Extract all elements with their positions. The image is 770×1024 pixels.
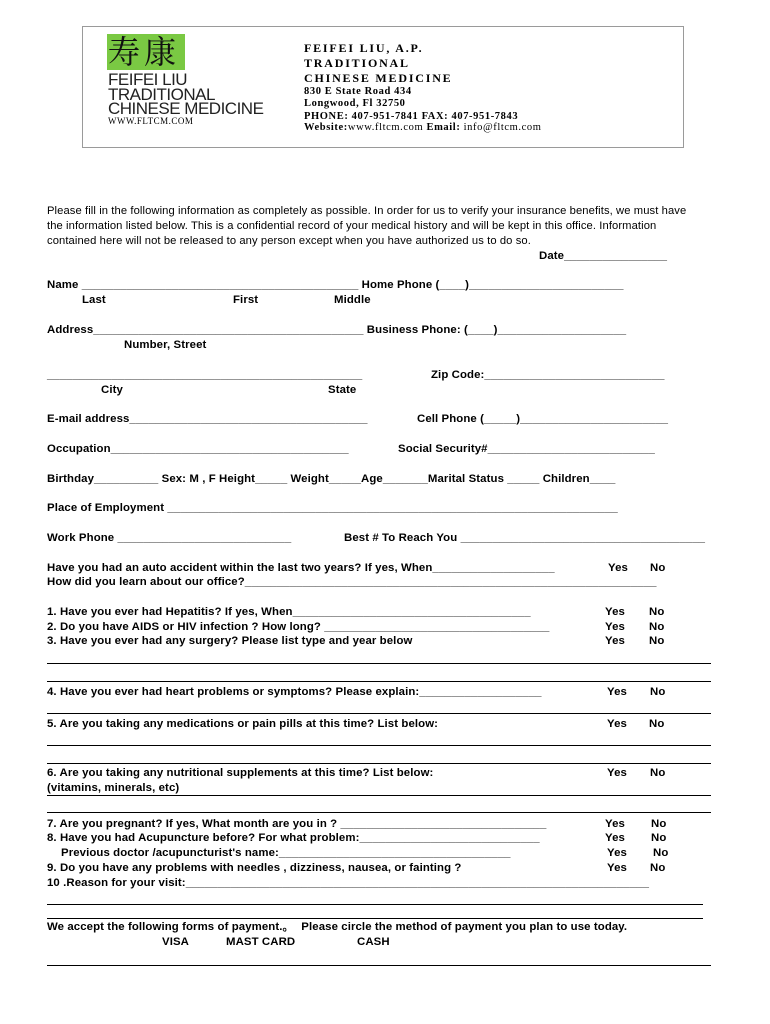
website-value: www.fltcm.com [347,122,424,133]
city-label: City [101,384,123,396]
question-6-sub: (vitamins, minerals, etc) [47,782,180,794]
q9-no[interactable]: No [650,862,666,874]
auto-yes[interactable]: Yes [608,562,628,574]
name-middle-label: Middle [334,294,371,306]
clinic-name-2: TRADITIONAL [304,56,410,70]
name-last-label: Last [82,294,106,306]
q1-no[interactable]: No [649,606,665,618]
email-value: info@fltcm.com [463,122,542,133]
answer-line[interactable] [47,812,711,813]
q7-no[interactable]: No [651,818,667,830]
question-8[interactable]: 8. Have you had Acupuncture before? For what problem:____________________________ [47,832,540,844]
logo-url: WWW.FLTCM.COM [108,116,194,126]
question-5: 5. Are you taking any medications or pain pills at this time? List below: [47,718,439,730]
best-reach-field[interactable]: Best # To Reach You ______________________________________ [344,532,706,544]
employment-field[interactable]: Place of Employment ______________________________________________________________________ [47,502,618,514]
q2-no[interactable]: No [649,621,665,633]
answer-line[interactable] [47,763,711,764]
email-field[interactable]: E-mail address_____________________________________ [47,413,368,425]
q5-no[interactable]: No [649,718,665,730]
question-7[interactable]: 7. Are you pregnant? If yes, What month are you in ? ________________________________ [47,818,547,830]
question-9: 9. Do you have any problems with needles , dizziness, nausea, or fainting ? [47,862,462,874]
q4-no[interactable]: No [650,686,666,698]
logo-line-2: TRADITIONAL [108,85,215,104]
clinic-address-2: Longwood, Fl 32750 [304,98,406,109]
clinic-phone: PHONE: 407-951-7841 FAX: 407-951-7843 [304,111,519,122]
q8-no[interactable]: No [651,832,667,844]
q4-yes[interactable]: Yes [607,686,627,698]
q2-yes[interactable]: Yes [605,621,625,633]
answer-line[interactable] [47,904,703,905]
q7-yes[interactable]: Yes [605,818,625,830]
payment-text-b: Please circle the method of payment you plan to use today. [301,921,628,933]
learn-office-question[interactable]: How did you learn about our office?________________________________________________________________ [47,576,657,588]
name-first-label: First [233,294,259,306]
q3-yes[interactable]: Yes [605,635,625,647]
q6-no[interactable]: No [650,767,666,779]
question-8-doctor[interactable]: Previous doctor /acupuncturist's name:____________________________________ [61,847,511,859]
auto-no[interactable]: No [650,562,666,574]
payment-cash[interactable]: CASH [357,936,390,948]
website-label: Website: [304,122,348,133]
answer-line[interactable] [47,713,711,714]
address-sub-label: Number, Street [124,339,207,351]
ssn-field[interactable]: Social Security#__________________________ [398,443,655,455]
zip-code-field[interactable]: Zip Code:____________________________ [431,369,665,381]
q5-yes[interactable]: Yes [607,718,627,730]
q8-doctor-no[interactable]: No [653,847,669,859]
q1-yes[interactable]: Yes [605,606,625,618]
answer-line[interactable] [47,745,711,746]
question-4[interactable]: 4. Have you ever had heart problems or symptoms? Please explain:___________________ [47,686,542,698]
clinic-web-email [304,122,542,134]
logo-line-3: CHINESE MEDICINE [108,99,264,118]
email-label: Email: [426,122,461,133]
answer-line[interactable] [47,663,711,664]
q8-yes[interactable]: Yes [605,832,625,844]
q6-yes[interactable]: Yes [607,767,627,779]
q3-no[interactable]: No [649,635,665,647]
question-6: 6. Are you taking any nutritional supplements at this time? List below: [47,767,434,779]
q9-yes[interactable]: Yes [607,862,627,874]
birthday-row[interactable]: Birthday__________ Sex: M , F Height_____ Weight_____Age_______Marital Status _____ Children____ [47,473,616,485]
address-business-phone-line[interactable]: Address__________________________________________ Business Phone: (____)____________________ [47,324,627,336]
question-2[interactable]: 2. Do you have AIDS or HIV infection ? How long? ___________________________________ [47,621,550,633]
auto-accident-question[interactable]: Have you had an auto accident within the last two years? If yes, When___________________ [47,562,555,574]
answer-line[interactable] [47,918,703,919]
state-label: State [328,384,357,396]
question-3: 3. Have you ever had any surgery? Please list type and year below [47,635,413,647]
payment-text [47,920,627,934]
answer-line[interactable] [47,795,711,796]
question-1[interactable]: 1. Have you ever had Hepatitis? If yes, When_____________________________________ [47,606,531,618]
occupation-field[interactable]: Occupation_____________________________________ [47,443,349,455]
q8-doctor-yes[interactable]: Yes [607,847,627,859]
clinic-name-3: CHINESE MEDICINE [304,71,453,85]
logo-glyphs: 寿康 [108,33,181,71]
cell-phone-field[interactable]: Cell Phone (_____)_______________________ [417,413,669,425]
clinic-name-1: FEIFEI LIU, A.P. [304,41,424,55]
work-phone-field[interactable]: Work Phone ___________________________ [47,532,292,544]
city-state-line[interactable]: _________________________________________________ [47,369,363,381]
intro-paragraph: Please fill in the following information as completely as possible. In order for us to verify your insurance benefits, we must have the information listed below. This is a confidential record of your medical history and will be kept in this office. Information contained here will not be released to any person except when you have authorized us to do so. [47,205,687,247]
answer-line[interactable] [47,965,711,966]
question-10[interactable]: 10 .Reason for your visit:________________________________________________________________________ [47,877,650,889]
payment-text-a: We accept the following forms of payment.。 [47,921,295,933]
logo-line-1: FEIFEI LIU [108,70,188,89]
payment-mastercard[interactable]: MAST CARD [226,936,296,948]
payment-visa[interactable]: VISA [162,936,189,948]
name-home-phone-line[interactable]: Name ___________________________________________ Home Phone (____)________________________ [47,279,624,291]
answer-line[interactable] [47,681,711,682]
clinic-address-1: 830 E State Road 434 [304,86,412,97]
date-field[interactable]: Date________________ [539,250,668,262]
